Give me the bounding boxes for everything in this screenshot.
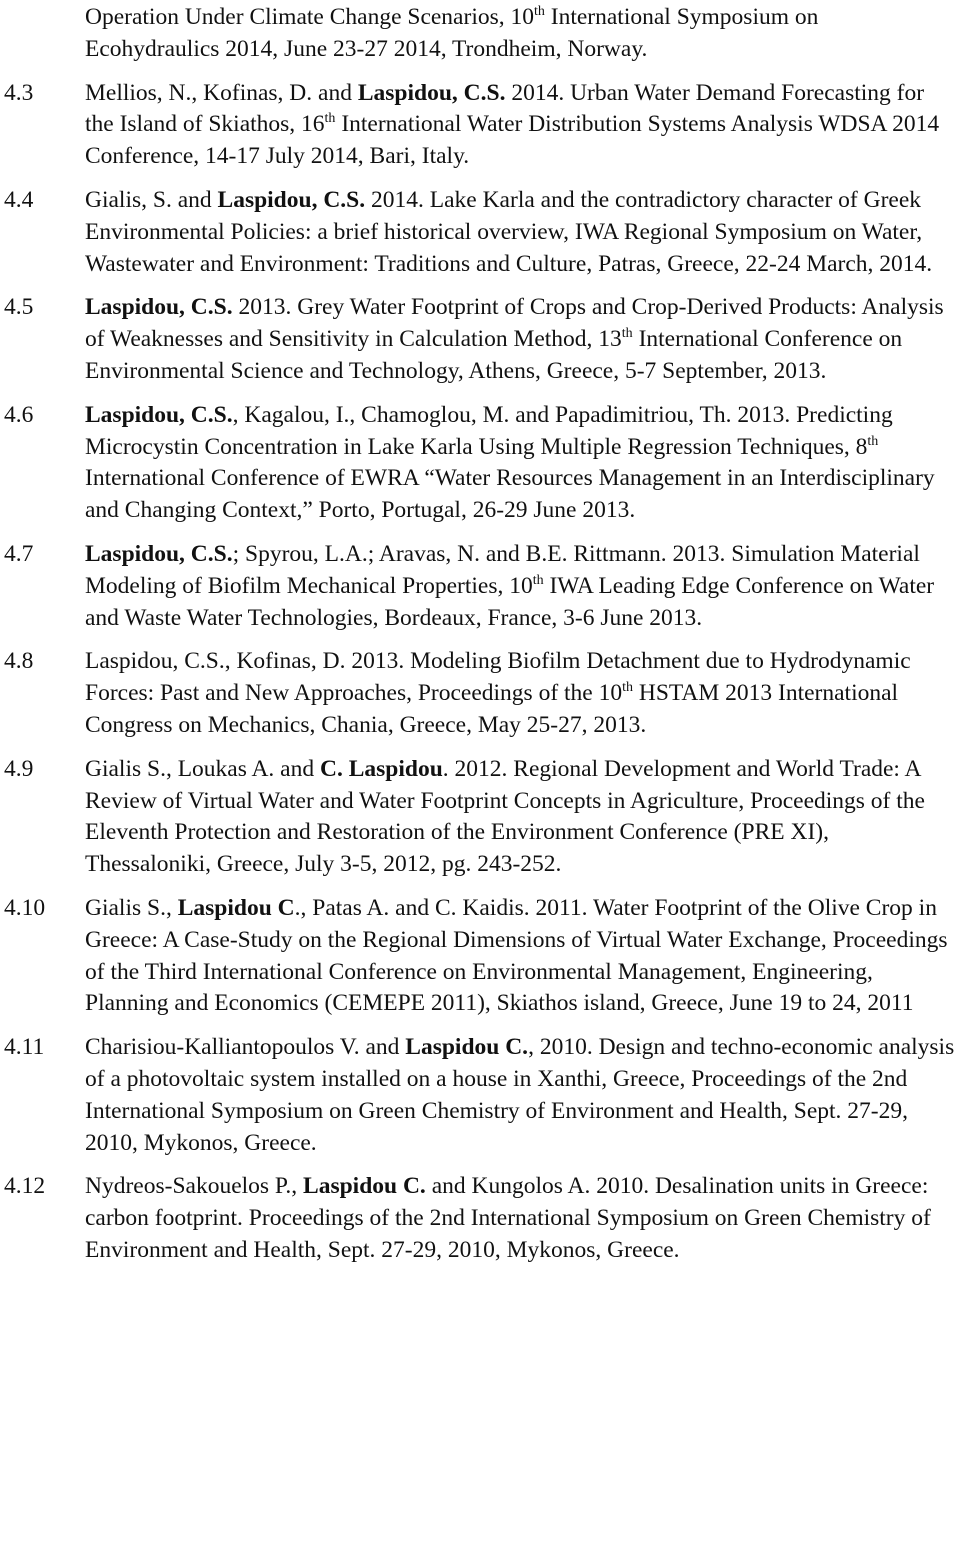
publication-entry (0, 1032, 960, 1159)
citation-text: Gialis S., (85, 894, 178, 921)
author-highlight: Laspidou, C.S. (217, 186, 366, 213)
entry-citation (85, 2, 956, 66)
citation-text: Gialis, S. and (85, 186, 218, 213)
citation-text: ., Patas A. and C. Kaidis. 2011. Water Footprint of the Olive Crop in Greece: A Case-Study on the Regional Dimensions of Virtual Water Exchange, Proceedings of the Third International Conference on Environmental Management, Engineering, Planning and Economics (CEMEPE 2011), Skiathos island, Greece, June 19 to 24, 2011 (85, 894, 948, 1017)
citation-text: HSTAM 2013 International Congress on Mechanics, Chania, Greece, May 25-27, 2013. (85, 680, 899, 738)
ordinal-suffix: th (621, 326, 633, 342)
entry-citation (85, 78, 956, 173)
citation-text: Laspidou, C.S., Kofinas, D. 2013. Modeling Biofilm Detachment due to Hydrodynamic Forces: Past and New Approaches, Proceedings of the 10 (85, 648, 911, 707)
publication-entry (0, 400, 960, 527)
ordinal-suffix: th (324, 111, 336, 127)
entry-citation (85, 1171, 956, 1266)
citation-text: 2013. Grey Water Footprint of Crops and Crop-Derived Products: Analysis of Weaknesses and Sensitivity in Calculation Method, 13 (85, 294, 944, 353)
entry-number: 4.7 (4, 540, 34, 567)
author-highlight: Laspidou, C.S. (357, 79, 506, 106)
entry-citation (85, 1032, 956, 1159)
entry-number: 4.6 (4, 401, 34, 428)
citation-text: ; Spyrou, L.A.; Aravas, N. and B.E. Rittmann. 2013. Simulation Material Modeling of Biofilm Mechanical Properties, 10 (85, 540, 920, 599)
citation-text: Charisiou-Kalliantopoulos V. and (85, 1034, 406, 1061)
entry-number: 4.10 (4, 894, 46, 921)
publication-entry (0, 539, 960, 634)
author-highlight: Laspidou, C.S. (85, 401, 233, 428)
citation-text: Nydreos-Sakouelos P., (85, 1173, 304, 1200)
publication-entry (0, 78, 960, 173)
ordinal-suffix: th (532, 572, 544, 588)
ordinal-suffix: th (534, 4, 545, 19)
citation-text: and Kungolos A. 2010. Desalination units in Greece: carbon footprint. Proceedings of the 2nd International Symposium on Green Chemistry of Environment and Health, Sept. 27-29, 2010, Mykonos, Greece. (85, 1173, 931, 1263)
citation-text: 2014. Urban Water Demand Forecasting for the Island of Skiathos, 16 (85, 79, 925, 138)
entry-number: 4.12 (4, 1173, 46, 1200)
entry-number: 4.9 (4, 755, 34, 782)
entry-citation (85, 646, 956, 741)
author-highlight: Laspidou, C.S. (85, 294, 233, 321)
publication-entry (0, 1171, 960, 1266)
entry-citation (85, 292, 956, 387)
entry-number: 4.4 (4, 186, 34, 213)
publication-entry (0, 754, 960, 881)
citation-text: Gialis S., Loukas A. and (85, 755, 320, 782)
entry-number: 4.5 (4, 294, 34, 321)
author-highlight: Laspidou, C.S. (85, 540, 233, 567)
publication-entry (0, 893, 960, 1020)
citation-text: , 2010. Design and techno-economic analysis of a photovoltaic system installed on a house in Xanthi, Greece, Proceedings of the 2nd International Symposium on Green Chemistry of Environment and Health, Sept. 27-29, 2010, Mykonos, Greece. (85, 1034, 955, 1156)
citation-text: , Kagalou, I., Chamoglou, M. and Papadimitriou, Th. 2013. Predicting Microcystin Concentration in Lake Karla Using Multiple Regression Techniques, 8 (85, 401, 893, 460)
entry-citation (85, 185, 956, 280)
entry-number: 4.11 (4, 1034, 45, 1061)
citation-text: International Conference of EWRA “Water Resources Management in an Interdisciplinary and Changing Context,” Porto, Portugal, 26-29 June 2013. (85, 465, 935, 524)
publication-list (0, 2, 960, 1279)
publication-entry (0, 646, 960, 741)
citation-text: Operation Under Climate Change Scenarios, 10 (85, 4, 534, 30)
publication-entry (0, 185, 960, 280)
citation-text: IWA Leading Edge Conference on Water and Waste Water Technologies, Bordeaux, France, 3-6 June 2013. (85, 572, 935, 631)
entry-citation (85, 893, 956, 1020)
author-highlight: Laspidou C. (405, 1034, 529, 1061)
citation-text: International Symposium on Ecohydraulics 2014, June 23-27 2014, Trondheim, Norway. (85, 4, 819, 62)
author-highlight: Laspidou C. (303, 1173, 426, 1200)
ordinal-suffix: th (622, 680, 634, 696)
citation-text: 2014. Lake Karla and the contradictory character of Greek Environmental Policies: a brief historical overview, IWA Regional Symposium on Water, Wastewater and Environment: Traditions and Culture, Patras, Greece, 22-24 March, 2014. (85, 186, 933, 277)
entry-citation (85, 400, 956, 527)
author-highlight: C. Laspidou (320, 755, 443, 782)
entry-citation (85, 754, 956, 881)
publication-entry-continued (0, 2, 960, 66)
citation-text: International Conference on Environmental Science and Technology, Athens, Greece, 5-7 September, 2013. (85, 326, 903, 384)
ordinal-suffix: th (867, 433, 879, 449)
entry-citation (85, 539, 956, 634)
publication-entry (0, 292, 960, 387)
entry-number: 4.8 (4, 648, 34, 675)
citation-text: Mellios, N., Kofinas, D. and (85, 79, 358, 106)
entry-number: 4.3 (4, 79, 34, 106)
citation-text: . 2012. Regional Development and World Trade: A Review of Virtual Water and Water Footprint Concepts in Agriculture, Proceedings of the Eleventh Protection and Restoration of the Environment Conference (PRE XI), Thessaloniki, Greece, July 3-5, 2012, pg. 243-252. (85, 755, 925, 878)
citation-text: International Water Distribution Systems Analysis WDSA 2014 Conference, 14-17 July 2014, Bari, Italy. (85, 111, 940, 170)
author-highlight: Laspidou C (177, 894, 295, 921)
